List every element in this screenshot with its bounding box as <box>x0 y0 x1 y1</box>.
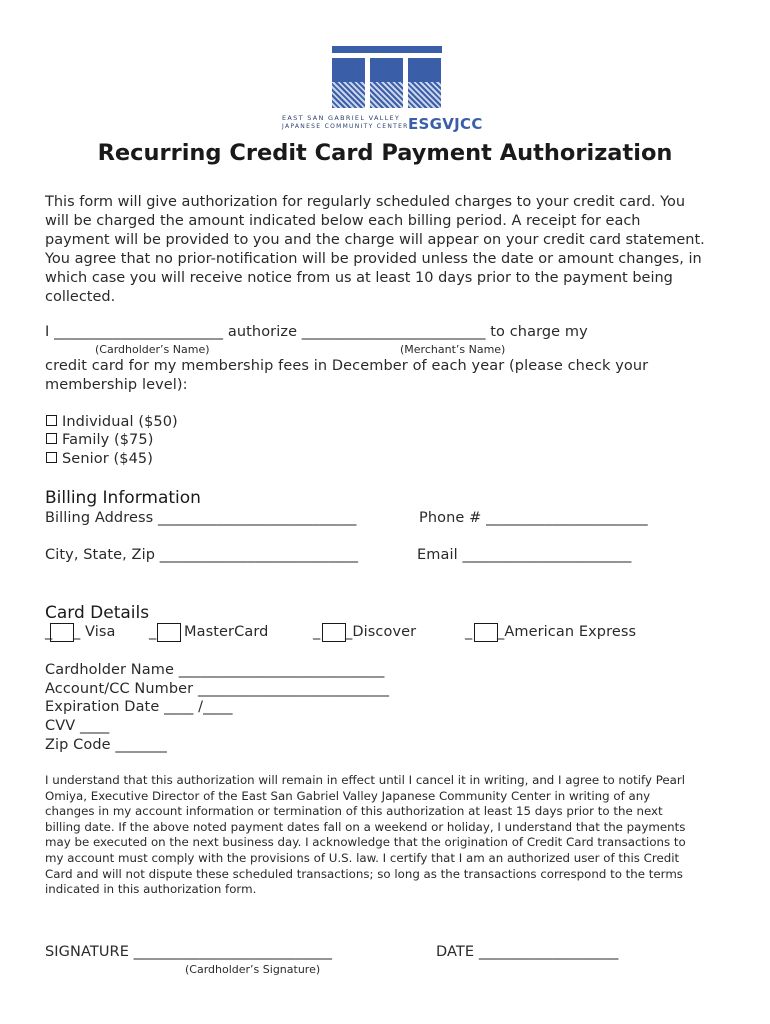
mastercard-prefix: _ <box>149 624 157 640</box>
checkbox-icon[interactable] <box>46 452 57 463</box>
checkbox-icon[interactable] <box>46 415 57 426</box>
merchant-name-caption: (Merchant’s Name) <box>400 343 506 356</box>
intro-line: which case you will receive notice from us at least 10 days prior to the payment being <box>45 270 673 286</box>
intro-line: payment will be provided to you and the charge will appear on your credit card statement. <box>45 232 705 248</box>
authorization-line-2: credit card for my membership fees in December of each year (please check your <box>45 358 649 374</box>
legal-line: I understand that this authorization will remain in effect until I cancel it in writing, and I agree to notify Pearl <box>45 773 686 787</box>
visa-prefix: _ <box>45 624 53 640</box>
logo-column-1 <box>332 58 365 108</box>
logo-org-line2: JAPANESE COMMUNITY CENTER <box>282 123 409 130</box>
discover-checkbox[interactable] <box>322 623 346 642</box>
billing-heading: Billing Information <box>45 488 201 508</box>
legal-line: my account must comply with the provisions of U.S. law. I certify that I am an authorized user of this Credit <box>45 850 680 865</box>
amex-label: _American Express <box>497 624 637 640</box>
membership-option-label: Senior ($45) <box>62 451 153 467</box>
legal-line: Omiya, Executive Director of the East San Gabriel Valley Japanese Community Center in writing of any <box>45 788 651 803</box>
membership-option-family[interactable] <box>46 431 153 450</box>
amex-checkbox[interactable] <box>474 623 498 642</box>
signature-field[interactable]: SIGNATURE ___________________________ <box>45 944 333 960</box>
membership-option-label: Family ($75) <box>62 432 154 448</box>
email-field[interactable]: Email _______________________ <box>417 547 632 563</box>
date-field[interactable]: DATE ___________________ <box>436 944 619 960</box>
logo-column-3 <box>408 58 441 108</box>
logo-column-2 <box>370 58 403 108</box>
intro-line: This form will give authorization for regularly scheduled charges to your credit card. You <box>45 194 686 210</box>
visa-label: _ Visa <box>73 624 116 640</box>
billing-address-field[interactable]: Billing Address ___________________________ <box>45 510 357 526</box>
zip-code-field[interactable]: Zip Code _______ <box>45 737 167 753</box>
phone-field[interactable]: Phone # ______________________ <box>419 510 648 526</box>
intro-line: collected. <box>45 289 116 305</box>
intro-line: will be charged the amount indicated below each billing period. A receipt for each <box>45 213 641 229</box>
legal-line: may be executed on the next business day. I acknowledge that the origination of Credit Card transactions to <box>45 835 686 850</box>
page-title: Recurring Credit Card Payment Authorization <box>97 140 673 166</box>
cvv-field[interactable]: CVV ____ <box>45 718 110 734</box>
logo-top-bar <box>332 46 442 53</box>
membership-option-individual[interactable] <box>46 413 178 432</box>
membership-option-label: Individual ($50) <box>62 414 178 430</box>
esgvjcc-logo <box>280 42 500 134</box>
intro-paragraph <box>45 193 735 307</box>
authorization-line-3: membership level): <box>45 377 188 393</box>
legal-line: indicated in this authorization form. <box>45 882 257 897</box>
authorization-line[interactable]: I _______________________ authorize _________________________ to charge my <box>45 324 588 340</box>
cardholder-name-field[interactable]: Cardholder Name ____________________________ <box>45 662 385 678</box>
city-state-zip-field[interactable]: City, State, Zip ___________________________ <box>45 547 359 563</box>
visa-checkbox[interactable] <box>50 623 74 642</box>
cardholder-name-caption: (Cardholder’s Name) <box>95 343 210 356</box>
legal-line: changes in my account information or termination of this authorization at least 15 days prior to the next <box>45 804 663 819</box>
discover-prefix: _ <box>313 624 321 640</box>
legal-line: Card and will not dispute these scheduled transactions; so long as the transactions correspond to the terms <box>45 866 683 881</box>
mastercard-label: MasterCard <box>184 624 269 640</box>
amex-prefix: _ <box>465 624 473 640</box>
logo-org-line1: EAST SAN GABRIEL VALLEY <box>282 114 401 122</box>
signature-caption: (Cardholder’s Signature) <box>185 963 321 976</box>
checkbox-icon[interactable] <box>46 433 57 444</box>
card-details-heading: Card Details <box>45 603 150 623</box>
mastercard-checkbox[interactable] <box>157 623 181 642</box>
intro-line: You agree that no prior-notification will be provided unless the date or amount changes, in <box>45 251 702 267</box>
membership-option-senior[interactable] <box>46 450 153 469</box>
expiration-date-field[interactable]: Expiration Date ____ /____ <box>45 699 233 715</box>
discover-label: _Discover <box>345 624 417 640</box>
account-number-field[interactable]: Account/CC Number __________________________ <box>45 681 390 697</box>
logo-short-name: ESGVJCC <box>408 115 483 133</box>
legal-line: billing date. If the above noted payment dates fall on a weekend or holiday, I understand that the payments <box>45 819 686 834</box>
legal-paragraph <box>45 773 735 898</box>
